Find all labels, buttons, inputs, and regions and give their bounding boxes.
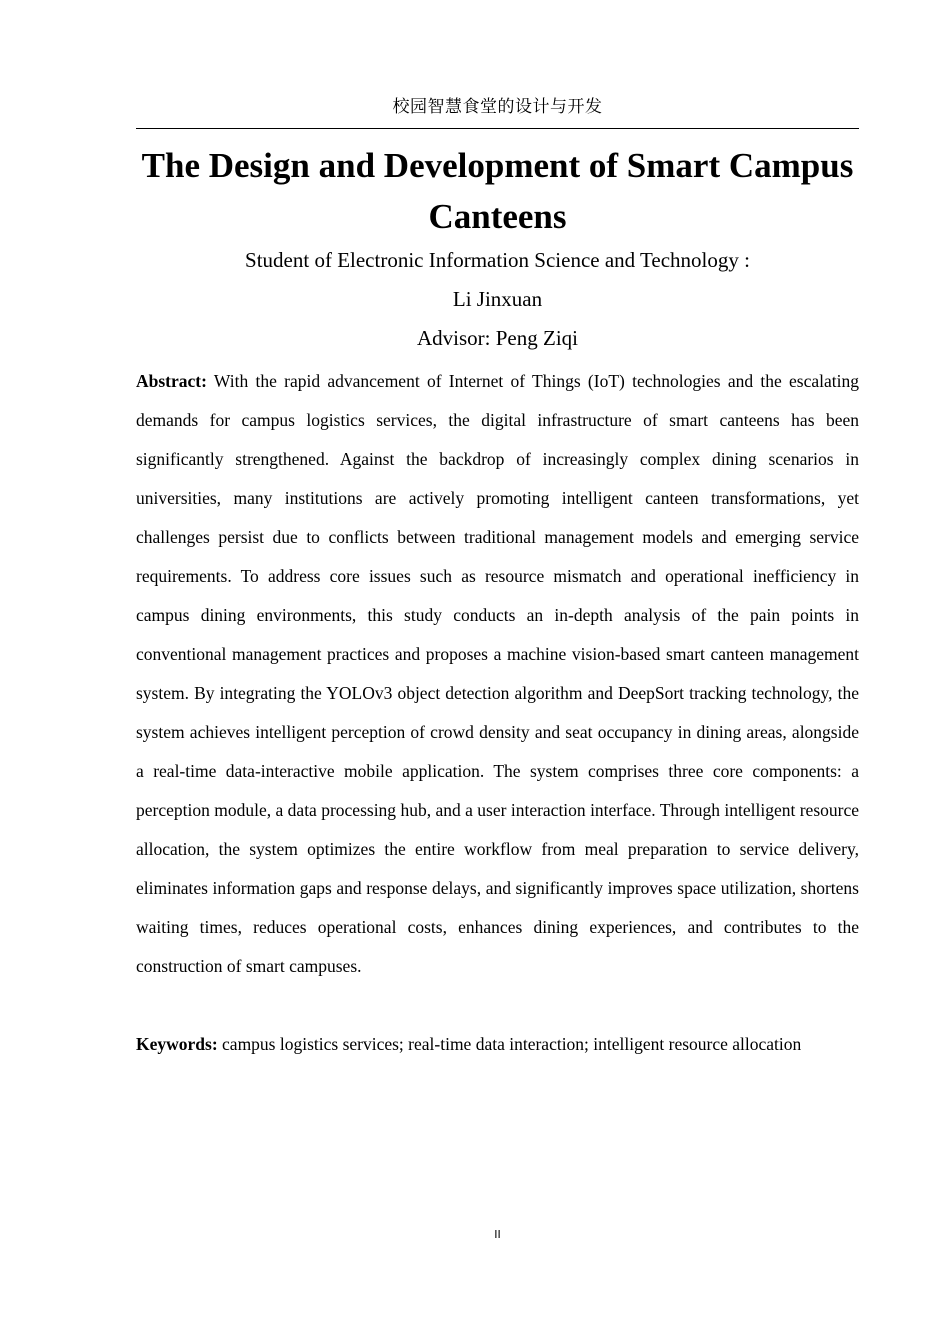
- author-name: Li Jinxuan: [452, 287, 543, 311]
- abstract-label: Abstract:: [136, 371, 207, 391]
- keywords-label: Keywords:: [136, 1034, 218, 1054]
- abstract-paragraph: [136, 362, 859, 986]
- abstract-text: With the rapid advancement of Internet of Things (IoT) technologies and the escalating demands for campus logistics services, the digital infrastructure of smart canteens has been significantly strengthened. Against the backdrop of increasingly complex dining scenarios in universities, many institutions are actively promoting intelligent canteen transformations, yet challenges persist due to conflicts between traditional management models and emerging service requirements. To address core issues such as resource mismatch and operational inefficiency in campus dining environments, this study conducts an in-depth analysis of the pain points in conventional management practices and proposes a machine vision-based smart canteen management system. By integrating the YOLOv3 object detection algorithm and DeepSort tracking technology, the system achieves intelligent perception of crowd density and seat occupancy in dining areas, alongside a real-time data-interactive mobile application. The system comprises three core components: a perception module, a data processing hub, and a user interaction interface. Through intelligent resource allocation, the system optimizes the entire workflow from meal preparation to service delivery, eliminates information gaps and response delays, and significantly improves space utilization, shortens waiting times, reduces operational costs, enhances dining experiences, and contributes to the construction of smart campuses.: [136, 371, 859, 976]
- keywords-paragraph: [136, 1025, 859, 1064]
- header-divider: [136, 128, 859, 129]
- page-number: II: [494, 1228, 501, 1241]
- student-affiliation: Student of Electronic Information Science and Technology :: [245, 248, 750, 272]
- advisor-name: Advisor: Peng Ziqi: [417, 326, 578, 350]
- paper-title: The Design and Development of Smart Campus Canteens: [141, 146, 854, 236]
- running-header: 校园智慧食堂的设计与开发: [392, 97, 603, 117]
- keywords-text: campus logistics services; real-time data interaction; intelligent resource allocation: [222, 1034, 802, 1054]
